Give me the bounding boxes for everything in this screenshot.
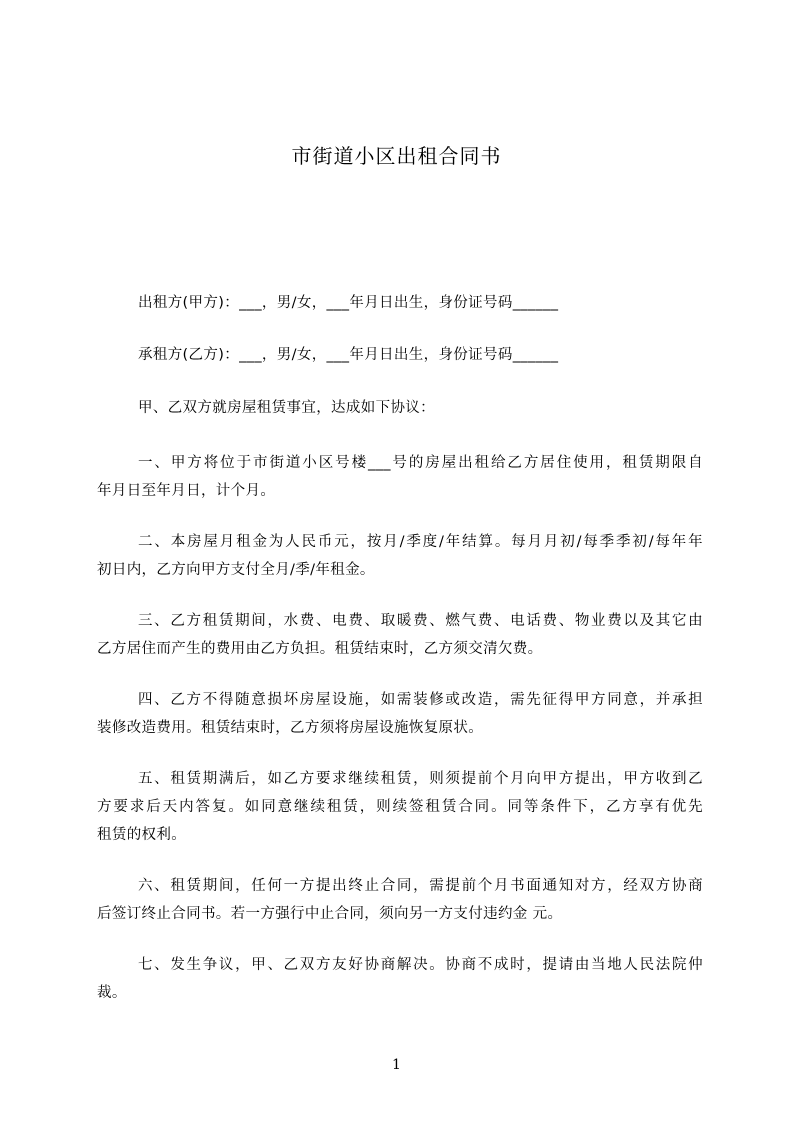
clause-6-line-1: 六、租赁期间，任何一方提出终止合同，需提前个月书面通知对方，经双方协商	[138, 878, 703, 894]
agreement-intro: 甲、乙双方就房屋租赁事宜，达成如下协议：	[138, 400, 435, 416]
clause-7-line-1: 七、发生争议，甲、乙双方友好协商解决。协商不成时，提请由当地人民法院仲	[138, 957, 703, 973]
clause-2-line-2: 初日内，乙方向甲方支付全月/季/年租金。	[97, 562, 375, 578]
clause-1-line-2: 年月日至年月日，计个月。	[97, 483, 276, 499]
clause-3-line-2: 乙方居住而产生的费用由乙方负担。租赁结束时，乙方须交清欠费。	[97, 641, 543, 657]
party-a-line: 出租方(甲方)：___，男/女，___年月日出生，身份证号码______	[138, 295, 559, 311]
clause-4-line-1: 四、乙方不得随意损坏房屋设施，如需装修或改造，需先征得甲方同意，并承担	[138, 692, 703, 708]
clause-5-line-2: 方要求后天内答复。如同意继续租赁，则续签租赁合同。同等条件下，乙方享有优先	[97, 799, 703, 815]
page-number: 1	[392, 1057, 401, 1073]
clause-6-line-2: 后签订终止合同书。若一方强行中止合同，须向另一方支付违约金 元。	[97, 906, 563, 922]
clause-5-line-3: 租赁的权利。	[97, 827, 187, 843]
party-b-line: 承租方(乙方)：___，男/女，___年月日出生，身份证号码______	[138, 347, 559, 363]
clause-7-line-2: 裁。	[97, 985, 127, 1001]
clause-2-line-1: 二、本房屋月租金为人民币元，按月/季度/年结算。每月月初/每季季初/每年年	[138, 534, 703, 550]
clause-5-line-1: 五、租赁期满后，如乙方要求继续租赁，则须提前个月向甲方提出，甲方收到乙	[138, 771, 703, 787]
clause-3-line-1: 三、乙方租赁期间，水费、电费、取暖费、燃气费、电话费、物业费以及其它由	[138, 613, 703, 629]
clause-4-line-2: 装修改造费用。租赁结束时，乙方须将房屋设施恢复原状。	[97, 720, 484, 736]
page-title: 市街道小区出租合同书	[291, 144, 502, 168]
clause-1-line-1: 一、甲方将位于市街道小区号楼___号的房屋出租给乙方居住使用，租赁期限自	[138, 455, 703, 471]
